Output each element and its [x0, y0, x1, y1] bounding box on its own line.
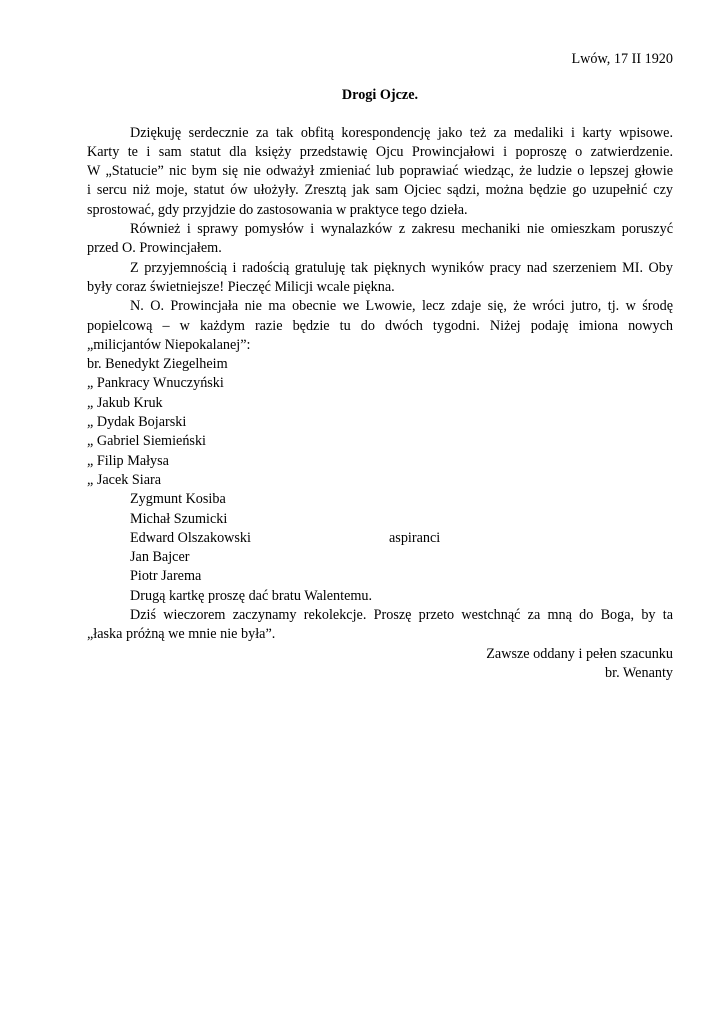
text-line: W „Statucie” nic bym się nie odważył zmieniać lub poprawiać wiedząc, że ludzie o lepszej głowie [87, 163, 673, 180]
letter-date: Lwów, 17 II 1920 [571, 51, 673, 67]
text-line: popielcową – w każdym razie będzie tu do dwóch tygodni. Niżej podaję imiona nowych [87, 317, 673, 334]
text-line: były coraz świetniejsze! Pieczęć Milicji wcale piękna. [87, 278, 395, 295]
text-line: „łaska próżną we mnie nie była”. [87, 626, 276, 643]
text-line: Z przyjemnością i radością gratuluję tak pięknych wyników pracy nad szerzeniem MI. Oby [130, 259, 673, 276]
list-item: „ Filip Małysa [87, 452, 169, 469]
paragraph-inventions [87, 220, 673, 259]
closing-section [87, 587, 673, 683]
card-note: Drugą kartkę proszę dać bratu Walentemu. [130, 587, 373, 604]
text-line: Dziękuję serdecznie za tak obfitą korespondencję jako też za medaliki i karty wpisowe. [130, 124, 673, 141]
list-item: Michał Szumicki [130, 510, 228, 527]
signature: br. Wenanty [605, 664, 673, 681]
list-item: „ Jakub Kruk [87, 394, 163, 411]
text-line: Dziś wieczorem zaczynamy rekolekcje. Proszę przeto westchnąć za mną do Boga, by ta [130, 607, 673, 624]
brothers-list [87, 355, 673, 490]
list-item: Jan Bajcer [130, 549, 190, 566]
paragraph-provincial [87, 297, 673, 355]
regards: Zawsze oddany i pełen szacunku [486, 645, 673, 662]
aspirant-row-with-label [87, 529, 673, 548]
list-item: Piotr Jarema [130, 568, 202, 585]
list-item: br. Benedykt Ziegelheim [87, 356, 228, 373]
letter-page [87, 50, 673, 683]
text-line: „milicjantów Niepokalanej”: [87, 336, 251, 353]
list-item: „ Jacek Siara [87, 471, 162, 488]
aspirants-label: aspiranci [389, 529, 441, 546]
text-line: N. O. Prowincjała nie ma obecnie we Lwowie, lecz zdaje się, że wróci jutro, tj. w środę [130, 298, 673, 315]
salutation: Drogi Ojcze. [341, 87, 419, 104]
text-line: i sercu niż moje, statut ów ułożyły. Zresztą jak sam Ojciec sądzi, można będzie go uzupełnić czy [87, 182, 673, 199]
paragraph-congratulations [87, 259, 673, 298]
list-item: Zygmunt Kosiba [130, 491, 226, 508]
list-item: „ Dydak Bojarski [87, 414, 187, 431]
list-item: „ Pankracy Wnuczyński [87, 375, 224, 392]
text-line: sprostować, gdy przyjdzie do zastosowania w praktyce tego dzieła. [87, 201, 468, 218]
aspirants-list [87, 490, 673, 586]
text-line: Również i sprawy pomysłów i wynalazków z zakresu mechaniki nie omieszkam poruszyć [130, 221, 673, 238]
text-line: przed O. Prowincjałem. [87, 240, 222, 257]
text-line: Karty te i sam statut dla księży przedstawię Ojcu Prowincjałowi i poproszę o zatwierdzenie. [87, 143, 673, 160]
paragraph-thanks [87, 124, 673, 220]
list-item: Edward Olszakowski [130, 529, 251, 546]
list-item: „ Gabriel Siemieński [87, 433, 206, 450]
